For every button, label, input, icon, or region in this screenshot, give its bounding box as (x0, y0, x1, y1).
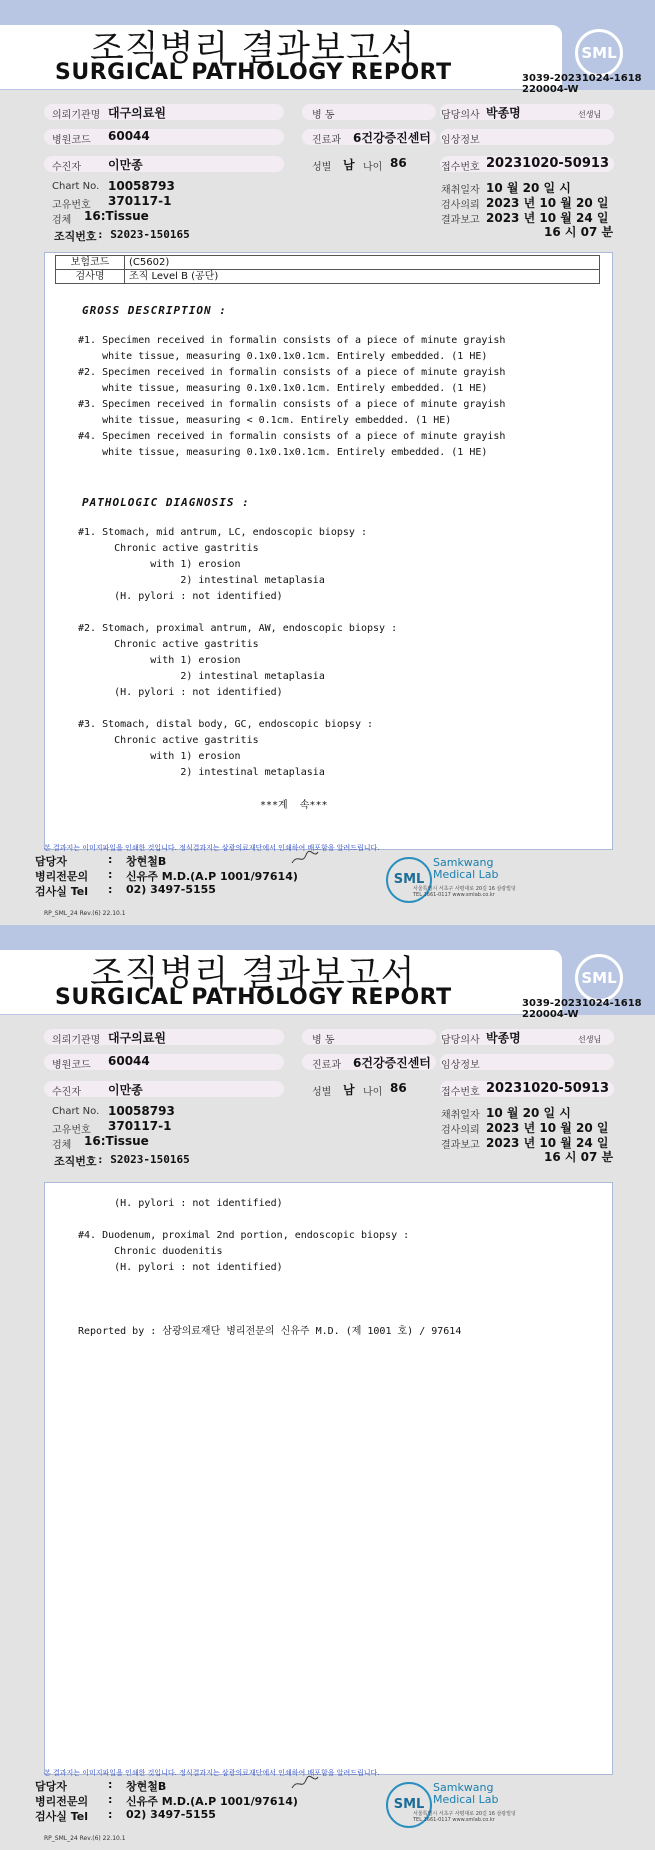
signature-image (290, 849, 320, 867)
hospital-code-label: 병원코드 (52, 1060, 91, 1071)
uid-value: 370117-1 (108, 1119, 172, 1133)
manager-value: 창현철B (126, 855, 167, 868)
uid-label: 고유번호 (52, 1125, 91, 1136)
specimen-value: 16:Tissue (84, 1134, 149, 1148)
lab-address: 서울특별시 서초구 사평대로 20길 16 삼광빌딩 TEL 1661-0117 www.smlab.co.kr (413, 1811, 516, 1823)
pathologist-value: 신유주 M.D.(A.P 1001/97614) (126, 870, 298, 883)
report-date-label: 결과보고 (441, 215, 480, 226)
specimen-label: 검체 (52, 215, 72, 226)
revision-label: RP_SML_24 Rev.(6) 22.10.1 (44, 910, 126, 917)
sml-logo: SML (575, 29, 623, 77)
hospital-code-value: 60044 (108, 129, 150, 143)
age-label: 나이 (363, 1087, 383, 1098)
collect-label: 채취일자 (441, 185, 480, 196)
sex-label: 성별 (312, 162, 332, 173)
dept-value: 6건강증진센터 (353, 1056, 431, 1070)
lab-logo-block (383, 855, 548, 915)
receipt-value: 20231020-50913 (486, 1081, 609, 1096)
doc-no-line1: 3039-20231024-1618 (522, 73, 642, 84)
patient-name-value: 이만종 (108, 158, 143, 172)
lab-tel-value: 02) 3497-5155 (126, 883, 216, 896)
hospital-code-value: 60044 (108, 1054, 150, 1068)
lab-logo-block (383, 1780, 548, 1840)
diagnosis-text: #1. Stomach, mid antrum, LC, endoscopic biopsy : Chronic active gastritis with 1) erosion 2) intestinal metaplasia (H. pylori : not identified) #2. Stomach, proximal antrum, AW, endoscopic biopsy : Chronic active gastritis with 1) erosion 2) intestinal metaplasia (H. pylori : not identified) #3. Stomach, distal body, GC, endoscopic biopsy : Chronic active gastritis with 1) erosion 2) intestinal metaplasia (78, 527, 398, 778)
manager-label: 담당자 (35, 1780, 67, 1793)
lab-address: 서울특별시 서초구 사평대로 20길 16 삼광빌딩 TEL 1661-0117 www.smlab.co.kr (413, 886, 516, 898)
doctor-value: 박종명 (486, 106, 521, 120)
doctor-title: 선생님 (578, 1035, 602, 1044)
signature-image (290, 1774, 320, 1792)
document-number (522, 998, 642, 1020)
lab-tel-label: 검사실 Tel (35, 885, 88, 898)
request-label: 검사의뢰 (441, 200, 480, 211)
uid-label: 고유번호 (52, 200, 91, 211)
request-value: 2023 년 10 월 20 일 (486, 196, 609, 210)
manager-value: 창현철B (126, 1780, 167, 1793)
doc-no-line1: 3039-20231024-1618 (522, 998, 642, 1009)
lab-name: Samkwang Medical Lab (433, 856, 499, 881)
title-korean: 조직병리 결과보고서 (90, 29, 416, 69)
hospital-value: 대구의료원 (108, 1031, 166, 1045)
hospital-label: 의뢰기관명 (52, 110, 101, 121)
report-body[interactable] (44, 1182, 613, 1775)
receipt-value: 20231020-50913 (486, 156, 609, 171)
dept-label: 진료과 (312, 1060, 341, 1071)
report-page-2[interactable]: 조직병리 결과보고서 SURGICAL PATHOLOGY REPORT SML 3039-20231024-1618 220004-W 의뢰기관명 대구의료원 병 동 담당의사 박종명 선생님 병원코드 60044 진료과 6건강증진센터 임상정보 수진자 이만종 성별 남 나이 86 접수번호 20231020-50913 Chart No. 10058793 고유번호 370117-1 검체 16:Tissue 조직번호 : S2023-150165 채취일자 10 월 20 일 시 검사의뢰 2023 년 10 월 20 일 결과보고 2023 년 10 월 24 일 16 시 07 분 (H. pylori : not identified) #4. Duodenum, proximal 2nd portion, endoscopic biopsy : Chronic duodenitis (H. pylori : not identified) Reported by : 삼광의료재단 병리전문의 신유주 M.D. (제 1001 호) / 97614 본 결과지는 이미지파일을 인쇄한 것입니다. 정식결과지는 삼광의료재단에서 인쇄하여 배포함을 알려드립니다. 담당자 : 창현철B 병리전문의 : 신유주 M.D.(A.P 1001/97614) 검사실 Tel : 02) 3497-5155 RP_SML_24 Rev.(6) 22.10.1 SML Samkwang Medical Lab 서울특별시 서초구 사평대로 20길 16 삼광빌딩 TEL 1661-0117 www.smlab.co.kr (0, 925, 655, 1850)
specimen-value: 16:Tissue (84, 209, 149, 223)
receipt-label: 접수번호 (441, 162, 480, 173)
collect-value: 10 월 20 일 시 (486, 181, 571, 195)
report-date-value: 2023 년 10 월 24 일 (486, 1136, 609, 1150)
footer-notice: 본 결과지는 이미지파일을 인쇄한 것입니다. 정식결과지는 삼광의료재단에서 인쇄하여 배포함을 알려드립니다. (44, 1769, 380, 1777)
clinical-info-label: 임상정보 (441, 135, 480, 146)
report-page-1[interactable]: 조직병리 결과보고서 SURGICAL PATHOLOGY REPORT SML 3039-20231024-1618 220004-W 의뢰기관명 대구의료원 병 동 담당의사 박종명 선생님 병원코드 60044 진료과 6건강증진센터 임상정보 수진자 이만종 성별 남 나이 86 접수번호 20231020-50913 Chart No. 10058793 고유번호 370117-1 검체 16:Tissue 조직번호 : S2023-150165 채취일자 10 월 20 일 시 검사의뢰 2023 년 10 월 20 일 결과보고 2023 년 10 월 24 일 16 시 07 분 보험코드 (C5602) 검사명 조직 Level B (공단) GROSS DESCRIPTION : #1. Specimen received in formalin consists of a piece of minute grayish white tissue, measuring 0.1x0.1x0.1cm. Entirely embedded. (1 HE) #2. Specimen received in formalin consists of a piece of minute grayish white tissue, measuring 0.1x0.1x0.1cm. Entirely embedded. (1 HE) #3. Specimen received in formalin consists of a piece of minute grayish white tissue, measuring < 0.1cm. Entirely embedded. (1 HE) #4. Specimen received in formalin consists of a piece of minute grayish white tissue, measuring 0.1x0.1x0.1cm. Entirely embedded. (1 HE) PATHOLOGIC DIAGNOSIS : #1. Stomach, mid antrum, LC, endoscopic biopsy : Chronic active gastritis with 1) erosion 2) intestinal metaplasia (H. pylori : not identified) #2. Stomach, proximal antrum, AW, endoscopic biopsy : Chronic active gastritis with 1) erosion 2) intestinal metaplasia (H. pylori : not identified) #3. Stomach, distal body, GC, endoscopic biopsy : Chronic active gastritis with 1) erosion 2) intestinal metaplasia ***계 속*** 본 결과지는 이미지파일을 인쇄한 것입니다. 정식결과지는 삼광의료재단에서 인쇄하여 배포함을 알려드립니다. 담당자 : 창현철B 병리전문의 : 신유주 M.D.(A.P 1001/97614) 검사실 Tel : 02) 3497-5155 RP_SML_24 Rev.(6) 22.10.1 SML Samkwang Medical Lab 서울특별시 서초구 사평대로 20길 16 삼광빌딩 TEL 1661-0117 www.smlab.co.kr (0, 0, 655, 925)
doctor-label: 담당의사 (441, 1035, 480, 1046)
doc-no-line2: 220004-W (522, 84, 579, 95)
chart-label: Chart No. (52, 1106, 100, 1117)
lab-tel-value: 02) 3497-5155 (126, 1808, 216, 1821)
collect-label: 채취일자 (441, 1110, 480, 1121)
doctor-title: 선생님 (578, 110, 602, 119)
report-date-value: 2023 년 10 월 24 일 (486, 211, 609, 225)
ward-label: 병 동 (312, 110, 335, 121)
sex-value: 남 (343, 1083, 355, 1097)
chart-value: 10058793 (108, 1104, 175, 1118)
ward-label: 병 동 (312, 1035, 335, 1046)
revision-label: RP_SML_24 Rev.(6) 22.10.1 (44, 1835, 126, 1842)
title-english: SURGICAL PATHOLOGY REPORT (55, 985, 452, 1010)
gross-heading: GROSS DESCRIPTION : (82, 304, 227, 317)
patient-name-label: 수진자 (52, 1087, 81, 1098)
title-korean: 조직병리 결과보고서 (90, 954, 416, 994)
test-name-label: 검사명 (56, 270, 125, 284)
document-number (522, 73, 642, 95)
sml-logo: SML (575, 954, 623, 1002)
age-label: 나이 (363, 162, 383, 173)
hospital-code-label: 병원코드 (52, 135, 91, 146)
doctor-label: 담당의사 (441, 110, 480, 121)
pathologist-label: 병리전문의 (35, 870, 89, 883)
chart-label: Chart No. (52, 181, 100, 192)
age-value: 86 (390, 156, 407, 170)
insurance-code-label: 보험코드 (56, 256, 125, 270)
patient-name-label: 수진자 (52, 162, 81, 173)
hospital-value: 대구의료원 (108, 106, 166, 120)
hospital-label: 의뢰기관명 (52, 1035, 101, 1046)
report-time-value: 16 시 07 분 (544, 225, 614, 239)
gross-text: #1. Specimen received in formalin consists of a piece of minute grayish white tissue, measuring 0.1x0.1x0.1cm. Entirely embedded. (1 HE) #2. Specimen received in formalin consists of a piece of minute grayish white tissue, measuring 0.1x0.1x0.1cm. Entirely embedded. (1 HE) #3. Specimen received in formalin consists of a piece of minute grayish white tissue, measuring < 0.1cm. Entirely embedded. (1 HE) #4. Specimen received in formalin consists of a piece of minute grayish white tissue, measuring 0.1x0.1x0.1cm. Entirely embedded. (1 HE) (78, 335, 506, 458)
report-body[interactable] (44, 252, 613, 850)
report-date-label: 결과보고 (441, 1140, 480, 1151)
diagnosis-heading: PATHOLOGIC DIAGNOSIS : (82, 496, 250, 509)
doctor-value: 박종명 (486, 1031, 521, 1045)
test-name-value: 조직 Level B (공단) (125, 270, 600, 284)
path-no-label: 조직번호 (54, 1155, 97, 1168)
lab-logo-icon: SML (386, 1782, 432, 1828)
sex-label: 성별 (312, 1087, 332, 1098)
footer-notice: 본 결과지는 이미지파일을 인쇄한 것입니다. 정식결과지는 삼광의료재단에서 인쇄하여 배포함을 알려드립니다. (44, 844, 380, 852)
lab-name: Samkwang Medical Lab (433, 1781, 499, 1806)
lab-logo-icon: SML (386, 857, 432, 903)
code-table (55, 255, 600, 284)
page2-text: (H. pylori : not identified) #4. Duodenum, proximal 2nd portion, endoscopic biopsy : Chronic duodenitis (H. pylori : not identified) Reported by : 삼광의료재단 병리전문의 신유주 M.D. (제 1001 호) / 97614 (78, 1198, 462, 1337)
path-no-value: : S2023-150165 (97, 228, 190, 241)
clinical-info-label: 임상정보 (441, 1060, 480, 1071)
lab-tel-label: 검사실 Tel (35, 1810, 88, 1823)
doc-no-line2: 220004-W (522, 1009, 579, 1020)
request-value: 2023 년 10 월 20 일 (486, 1121, 609, 1135)
request-label: 검사의뢰 (441, 1125, 480, 1136)
report-time-value: 16 시 07 분 (544, 1150, 614, 1164)
dept-label: 진료과 (312, 135, 341, 146)
path-no-value: : S2023-150165 (97, 1153, 190, 1166)
manager-label: 담당자 (35, 855, 67, 868)
patient-name-value: 이만종 (108, 1083, 143, 1097)
pathologist-value: 신유주 M.D.(A.P 1001/97614) (126, 1795, 298, 1808)
sex-value: 남 (343, 158, 355, 172)
insurance-code-value: (C5602) (125, 256, 600, 270)
uid-value: 370117-1 (108, 194, 172, 208)
chart-value: 10058793 (108, 179, 175, 193)
dept-value: 6건강증진센터 (353, 131, 431, 145)
continued-mark: ***계 속*** (260, 800, 328, 811)
receipt-label: 접수번호 (441, 1087, 480, 1098)
path-no-label: 조직번호 (54, 230, 97, 243)
specimen-label: 검체 (52, 1140, 72, 1151)
collect-value: 10 월 20 일 시 (486, 1106, 571, 1120)
pathologist-label: 병리전문의 (35, 1795, 89, 1808)
title-english: SURGICAL PATHOLOGY REPORT (55, 60, 452, 85)
age-value: 86 (390, 1081, 407, 1095)
